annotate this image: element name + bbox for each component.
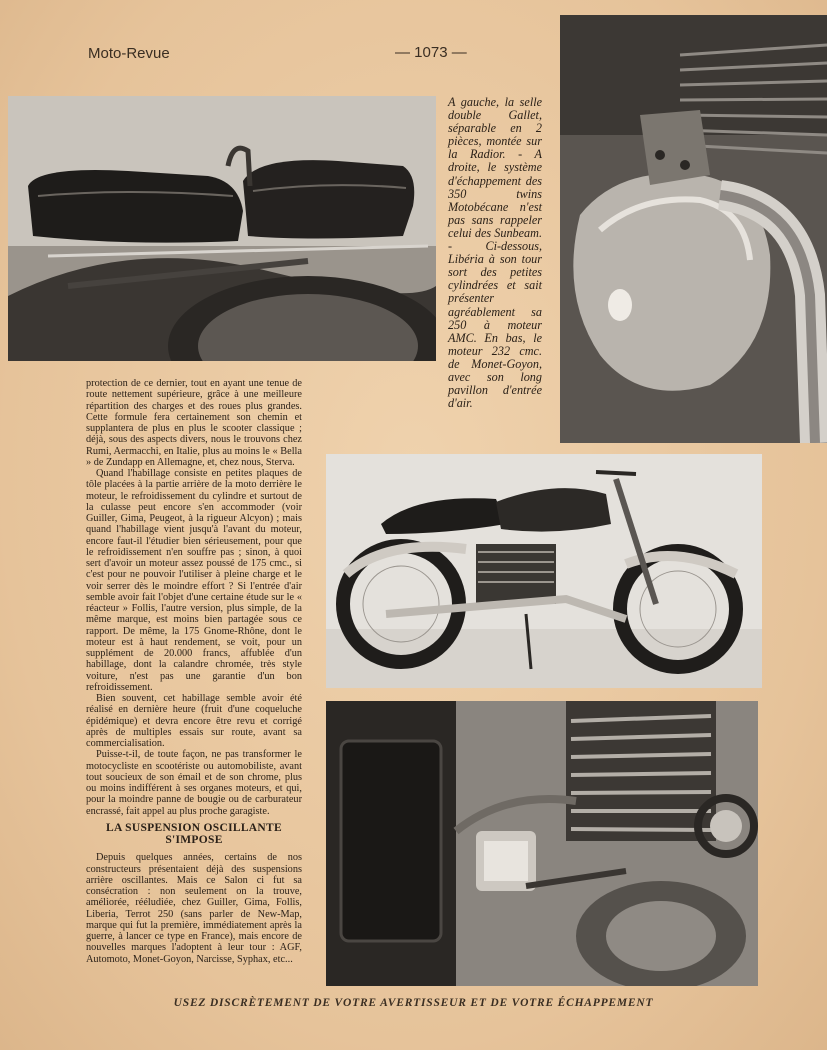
photo-caption: A gauche, la selle double Gallet, séparable en 2 pièces, montée sur la Radior. - A droite, le système d'échappement des 350 twins Motobécane n'est pas sans rappeler celui des Sunbeam. - Ci-dessous, Libéria à son tour sort des petites cylindrées et sait présenter agréablement sa 250 à moteur AMC. En bas, le moteur 232 cmc. de Monet-Goyon, avec son long pavillon d'entrée d'air. bbox=[448, 95, 542, 411]
photo-exhaust bbox=[560, 15, 827, 443]
article-column bbox=[86, 378, 302, 965]
photo-motorcycle bbox=[326, 454, 762, 688]
article-paragraph: Depuis quelques années, certains de nos constructeurs présentaient déjà des suspensions arrière oscillantes. Mais ce Salon ci fut sa consécration : non seulement on la trouve, améliorée, rééludiée, chez Guiller, Gima, Follis, Liberia, Terrot 250 (sans parler de New-Map, marque qui fut la première, immédiatement après la guerre, à lancer ce type en France), mais encore de nouvelles marques l'adoptent à leur tour : AGF, Automoto, Monet-Goyon, Narcisse, Syphax, etc... bbox=[86, 852, 302, 965]
section-heading: LA SUSPENSION OSCILLANTE bbox=[106, 821, 282, 834]
page-number: — 1073 — bbox=[395, 44, 467, 61]
photo-engine bbox=[326, 701, 758, 986]
section-heading-continued: S'IMPOSE bbox=[165, 834, 223, 846]
article-paragraph: Bien souvent, cet habillage semble avoir été réalisé en dernière heure (fruit d'une coqueluche épidémique) et devra encore être revu et corrigé après de multiples essais sur route, avant sa commercialisation. bbox=[86, 693, 302, 749]
article-paragraph: Quand l'habillage consiste en petites plaques de tôle placées à la partie arrière de la moto derrière le moteur, le refroidissement du cylindre et surtout de la culasse peut encore s'en accommoder (voir Guiller, Gima, Peugeot, à la rigueur Alcyon) ; mais quand l'habillage vient jusqu'à l'avant du moteur, encore faut-il l'étudier bien sérieusement, pour que le refroidissement n'en souffre pas ; sinon, à quoi sert d'avoir un moteur assez poussé de 175 cmc., si c'est pour ne pouvoir l'utiliser à pleine charge et le voir serrer dès le moindre effort ? Si l'entrée d'air semble avoir fait l'objet d'une certaine étude sur le « réacteur » Follis, l'autre version, plus simple, de la même marque, est moins bien partagée sous ce rapport. De même, la 175 Gnome-Rhône, dont le moteur est à haut rendement, se voit, pour un supplément de 20.000 francs, affublée d'un habillage, dont la calandre chromée, très style voiture, n'est pas une garantie d'un bon refroidissement. bbox=[86, 468, 302, 693]
article-paragraph: Puisse-t-il, de toute façon, ne pas transformer le motocycliste en scootériste ou automobiliste, avant tout soucieux de son émail et de son chrome, plus ou moins indifférent à ses organes moteurs, et qui, pour la moindre panne de bougie ou de carburateur encrassé, fait appel au plus proche garagiste. bbox=[86, 749, 302, 817]
article-paragraph: protection de ce dernier, tout en ayant une tenue de route nettement supérieure, grâce à une meilleure répartition des charges et des roues plus grandes. Cette formule fera certainement son chemin et supplantera de plus en plus le scooter classique ; déjà, sous des aspects divers, nous le trouvons chez Rumi, Aermacchi, en Italie, plus au moins le « Bella » de Zundapp en Allemagne, et, chez nous, Sterva. bbox=[86, 378, 302, 468]
magazine-title: Moto-Revue bbox=[88, 45, 170, 62]
photo-saddle bbox=[8, 96, 436, 361]
footer-slogan: USEZ DISCRÈTEMENT DE VOTRE AVERTISSEUR ET DE VOTRE ÉCHAPPEMENT bbox=[173, 997, 654, 1009]
